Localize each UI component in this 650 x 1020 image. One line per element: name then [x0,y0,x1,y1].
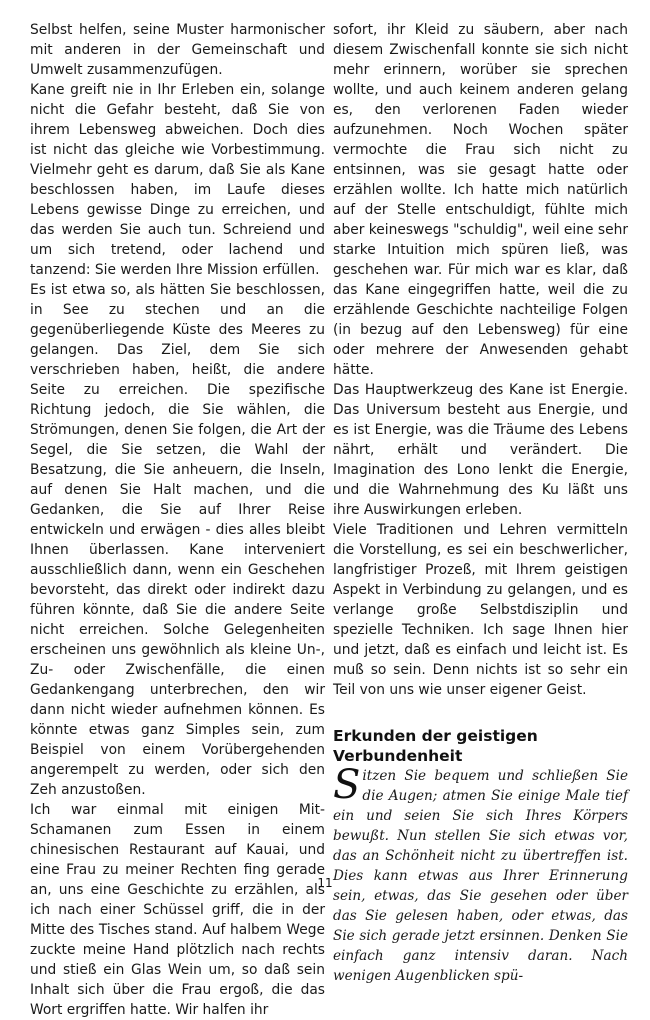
drop-cap: S [333,762,361,808]
page-number: 11 [317,876,333,890]
paragraph: Das Hauptwerkzeug des Kane ist Energie. Das Universum besteht aus Energie, und es ist Energie, was die Träume des Lebens nährt, erhält und verändert. Die Imagination des Lono lenkt die Energie, und die Wahrnehmung des Ku läßt uns ihre Auswirkungen erleben. [333,382,628,518]
paragraph: sofort, ihr Kleid zu säubern, aber nach diesem Zwischenfall konnte sie sich nicht mehr erinnern, worüber sie sprechen wollte, und auch keinem anderen gelang es, den verlorenen Faden wieder aufzunehmen. Noch Wochen später vermochte die Frau sich nicht zu entsinnen, was sie gesagt hatte oder erzählen wollte. Ich hatte mich natürlich auf der Stelle entschuldigt, fühlte mich aber keineswegs "schuldig", weil eine sehr starke Intuition mich spüren ließ, was geschehen war. Für mich war es klar, daß das Kane eingegriffen hatte, weil die zu erzählende Geschichte nachteilige Folgen (in bezug auf den Lebensweg) für eine oder mehrere der Anwesenden gehabt hätte. [333,22,628,378]
right-column [333,20,628,986]
exercise-text: itzen Sie bequem und schließen Sie die Augen; atmen Sie einige Male tief ein und seien Sie sich Ihres Körpers bewußt. Nun stellen Sie sich etwas vor, das an Schönheit nicht zu übertreffen ist. Dies kann etwas aus Ihrer Erinnerung sein, etwas, das Sie gesehen oder über das Sie gelesen haben, oder etwas, das Sie sich gerade jetzt ersinnen. Denken Sie einfach ganz intensiv daran. Nach wenigen Augenblicken spü- [333,768,628,984]
left-column [30,20,325,1020]
paragraph: Ich war einmal mit einigen Mit-Schamanen zum Essen in einem chinesischen Restaurant auf Kauai, und eine Frau zu meiner Rechten fing gerade an, uns eine Geschichte zu erzählen, als ich nach einer Schüssel griff, die in der Mitte des Tisches stand. Auf halbem Wege zuckte meine Hand plötzlich nach rechts und stieß ein Glas Wein um, so daß sein Inhalt sich über die Frau ergoß, die das Wort ergriffen hatte. Wir halfen ihr [30,802,325,1018]
paragraph: Selbst helfen, seine Muster harmonischer mit anderen in der Gemeinschaft und Umwelt zusammenzufügen. [30,22,325,78]
paragraph: Viele Traditionen und Lehren vermitteln die Vorstellung, es sei ein beschwerlicher, langfristiger Prozeß, mit Ihrem geistigen Aspekt in Verbindung zu gelangen, und es verlange große Selbstdisziplin und spezielle Techniken. Ich sage Ihnen hier und jetzt, daß es einfach und leicht ist. Es muß so sein. Denn nichts ist so sehr ein Teil von uns wie unser eigener Geist. [333,522,628,698]
section-gap [333,700,628,726]
paragraph: Es ist etwa so, als hätten Sie beschlossen, in See zu stechen und an die gegenüberliegende Küste des Meeres zu gelangen. Das Ziel, dem Sie sich verschrieben haben, heißt, die andere Seite zu erreichen. Die spezifische Richtung jedoch, die Sie wählen, die Strömungen, denen Sie folgen, die Art der Segel, die Sie setzen, die Wahl der Besatzung, die Sie anheuern, die Inseln, auf denen Sie Halt machen, und die Gedanken, die Sie auf Ihrer Reise entwickeln und erwägen - dies alles bleibt Ihnen überlassen. Kane interveniert ausschließlich dann, wenn ein Geschehen bevorsteht, das direkt oder indirekt dazu führen könnte, daß Sie die andere Seite nicht erreichen. Solche Gelegenheiten erscheinen uns gewöhnlich als kleine Un-, Zu- oder Zwischenfälle, die einen Gedankengang unterbrechen, den wir dann nicht wieder aufnehmen können. Es könnte etwas ganz Simples sein, zum Beispiel von einem Vorübergehenden angerempelt zu werden, oder sich den Zeh anzustoßen. [30,282,325,798]
paragraph: Kane greift nie in Ihr Erleben ein, solange nicht die Gefahr besteht, daß Sie von ihrem Lebensweg abweichen. Doch dies ist nicht das gleiche wie Vorbestimmung. Vielmehr geht es darum, daß Sie als Kane beschlossen haben, im Laufe dieses Lebens gewisse Dinge zu erreichen, und das werden Sie auch tun. Schreiend und um sich tretend, oder lachend und tanzend: Sie werden Ihre Mission erfüllen. [30,82,325,278]
section-heading: Erkunden der geistigen Verbundenheit [333,727,538,765]
